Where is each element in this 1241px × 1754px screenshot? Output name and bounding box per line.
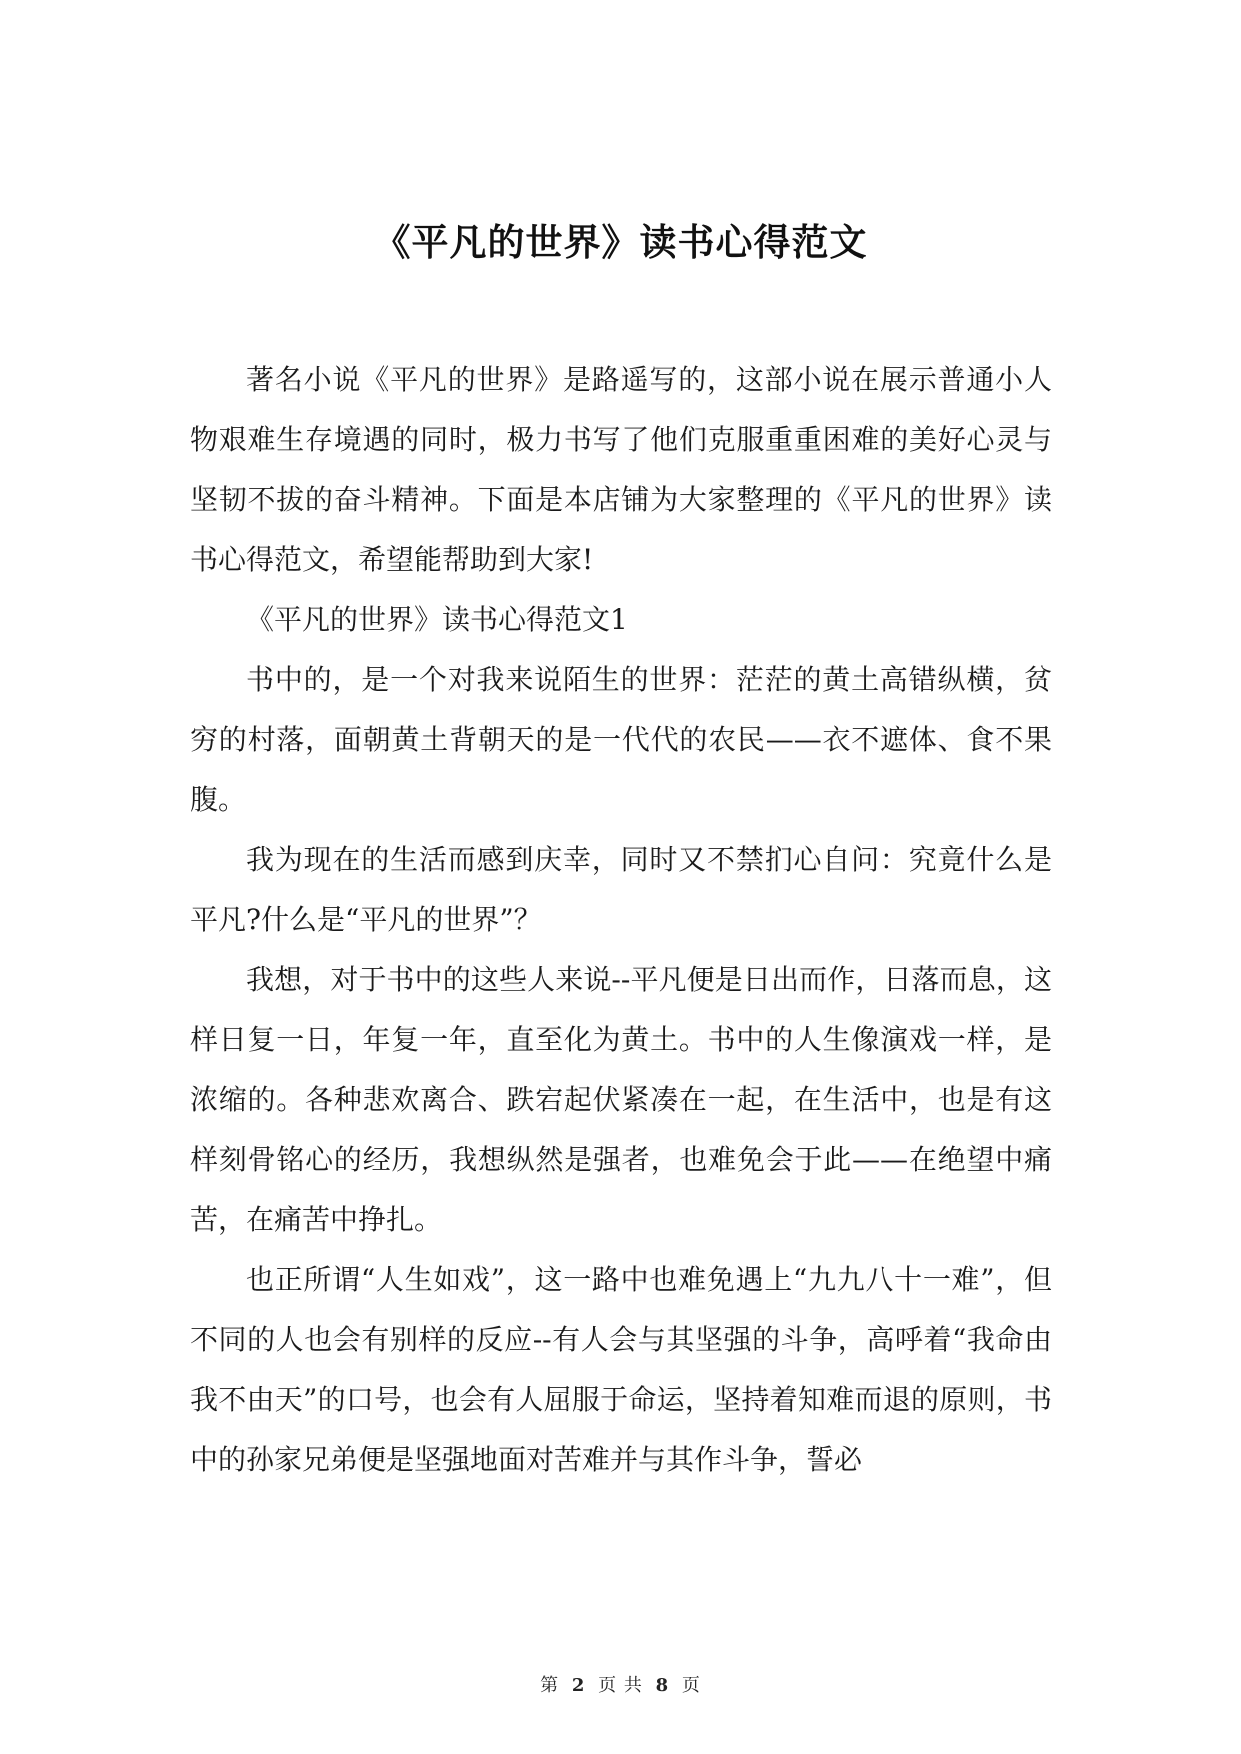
paragraph: 我为现在的生活而感到庆幸，同时又不禁扪心自问：究竟什么是平凡?什么是“平凡的世界”？ [190, 843, 1052, 936]
page-footer [0, 1674, 1241, 1698]
footer-middle: 页 共 [598, 1675, 643, 1696]
document-title: 《平凡的世界》读书心得范文 [373, 220, 868, 264]
footer-prefix: 第 [540, 1675, 560, 1696]
paragraph: 我想，对于书中的这些人来说--平凡便是日出而作，日落而息，这样日复一日，年复一年，直至化为黄土。书中的人生像演戏一样，是浓缩的。各种悲欢离合、跌宕起伏紧凑在一起，在生活中，也是有这样刻骨铭心的经历，我想纵然是强者，也难免会于此——在绝望中痛苦，在痛苦中挣扎。 [190, 963, 1052, 1236]
footer-suffix: 页 [681, 1675, 701, 1696]
current-page-number: 2 [571, 1675, 586, 1696]
paragraph: 书中的，是一个对我来说陌生的世界：茫茫的黄土高错纵横，贫穷的村落，面朝黄土背朝天的是一代代的农民——衣不遮体、食不果腹。 [190, 663, 1052, 816]
paragraph-intro: 著名小说《平凡的世界》是路遥写的，这部小说在展示普通小人物艰难生存境遇的同时，极力书写了他们克服重重困难的美好心灵与坚韧不拔的奋斗精神。下面是本店铺为大家整理的《平凡的世界》读书心得范文，希望能帮助到大家! [190, 363, 1052, 576]
total-pages-number: 8 [655, 1675, 670, 1696]
paragraph: 也正所谓“人生如戏”，这一路中也难免遇上“九九八十一难”，但不同的人也会有别样的反应--有人会与其坚强的斗争，高呼着“我命由我不由天”的口号，也会有人屈服于命运，坚持着知难而退的原则，书中的孙家兄弟便是坚强地面对苦难并与其作斗争，誓必 [190, 1263, 1052, 1476]
section-heading: 《平凡的世界》读书心得范文1 [246, 603, 628, 636]
document-body [190, 350, 1052, 1490]
